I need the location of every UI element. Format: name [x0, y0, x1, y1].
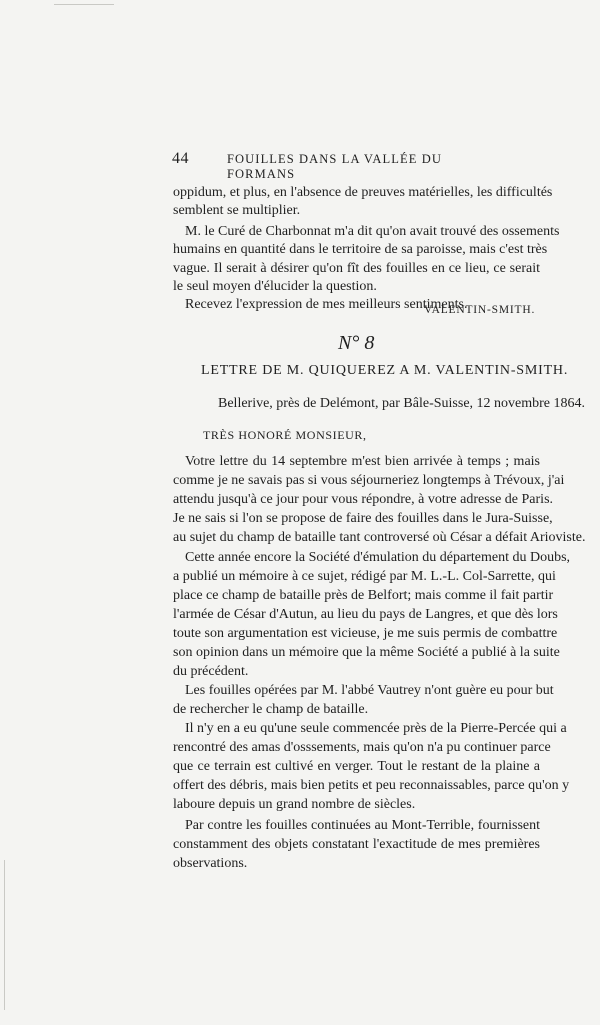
text-line: attendu jusqu'à ce jour pour vous répondre, à votre adresse de Paris. — [173, 492, 554, 507]
text-line: l'armée de César d'Autun, au lieu du pays de Langres, et que dès lors — [173, 607, 558, 622]
text-line: a publié un mémoire à ce sujet, rédigé par M. L.-L. Col-Sarrette, qui — [173, 569, 556, 584]
text-line: que ce terrain est cultivé en verger. Tout le restant de la plaine a — [173, 759, 540, 774]
signature: VALENTIN-SMITH. — [424, 304, 536, 316]
text-line: au sujet du champ de bataille tant controversé où César a défait Arioviste. — [173, 530, 586, 545]
text-line: du précédent. — [173, 664, 249, 679]
text-line: Votre lettre du 14 septembre m'est bien arrivée à temps ; mais — [185, 454, 540, 469]
text-line: offert des débris, mais bien petits et peu reconnaissables, parce qu'on y — [173, 778, 570, 793]
scan-edge-mark — [54, 4, 114, 5]
text-line: oppidum, et plus, en l'absence de preuves matérielles, les difficultés — [173, 185, 553, 200]
text-line: Par contre les fouilles continuées au Mont-Terrible, fournissent — [185, 818, 540, 833]
document-number: N° 8 — [338, 332, 375, 354]
text-line: le seul moyen d'élucider la question. — [173, 279, 377, 294]
text-line: comme je ne savais pas si vous séjourneriez longtemps à Trévoux, j'ai — [173, 473, 565, 488]
text-line: vague. Il serait à désirer qu'on fît des fouilles en ce lieu, ce serait — [173, 261, 540, 276]
text-line: observations. — [173, 856, 248, 871]
text-line: Il n'y en a eu qu'une seule commencée près de la Pierre-Percée qui a — [185, 721, 567, 736]
dateline: Bellerive, près de Delémont, par Bâle-Suisse, 12 novembre 1864. — [218, 396, 586, 411]
letter-heading: LETTRE DE M. QUIQUEREZ A M. VALENTIN-SMITH. — [201, 363, 569, 378]
text-line: constamment des objets constatant l'exactitude de mes premières — [173, 837, 540, 852]
text-line: Cette année encore la Société d'émulation du département du Doubs, — [185, 550, 571, 565]
text-line: son opinion dans un mémoire que la même Société a publié à la suite — [173, 645, 560, 660]
text-line: semblent se multiplier. — [173, 203, 301, 218]
scan-edge-mark — [4, 860, 5, 1010]
salutation: TRÈS HONORÉ MONSIEUR, — [203, 428, 367, 442]
text-line: place ce champ de bataille près de Belfort; mais comme il fait partir — [173, 588, 554, 603]
text-line: laboure depuis un grand nombre de siècles. — [173, 797, 416, 812]
text-line: Recevez l'expression de mes meilleurs sentiments. — [185, 297, 468, 312]
text-line: Je ne sais si l'on se propose de faire des fouilles dans le Jura-Suisse, — [173, 511, 553, 526]
running-head — [172, 150, 482, 181]
running-title: FOUILLES DANS LA VALLÉE DU FORMANS — [227, 152, 442, 181]
page-number: 44 — [172, 150, 189, 167]
text-line: toute son argumentation est vicieuse, je me suis permis de combattre — [173, 626, 558, 641]
text-line: de rechercher le champ de bataille. — [173, 702, 369, 717]
text-line: Les fouilles opérées par M. l'abbé Vautrey n'ont guère eu pour but — [185, 683, 554, 698]
text-line: M. le Curé de Charbonnat m'a dit qu'on avait trouvé des ossements — [185, 224, 560, 239]
text-line: rencontré des amas d'osssements, mais qu'on n'a pu continuer parce — [173, 740, 551, 755]
text-line: humains en quantité dans le territoire de sa paroisse, mais c'est très — [173, 242, 548, 257]
